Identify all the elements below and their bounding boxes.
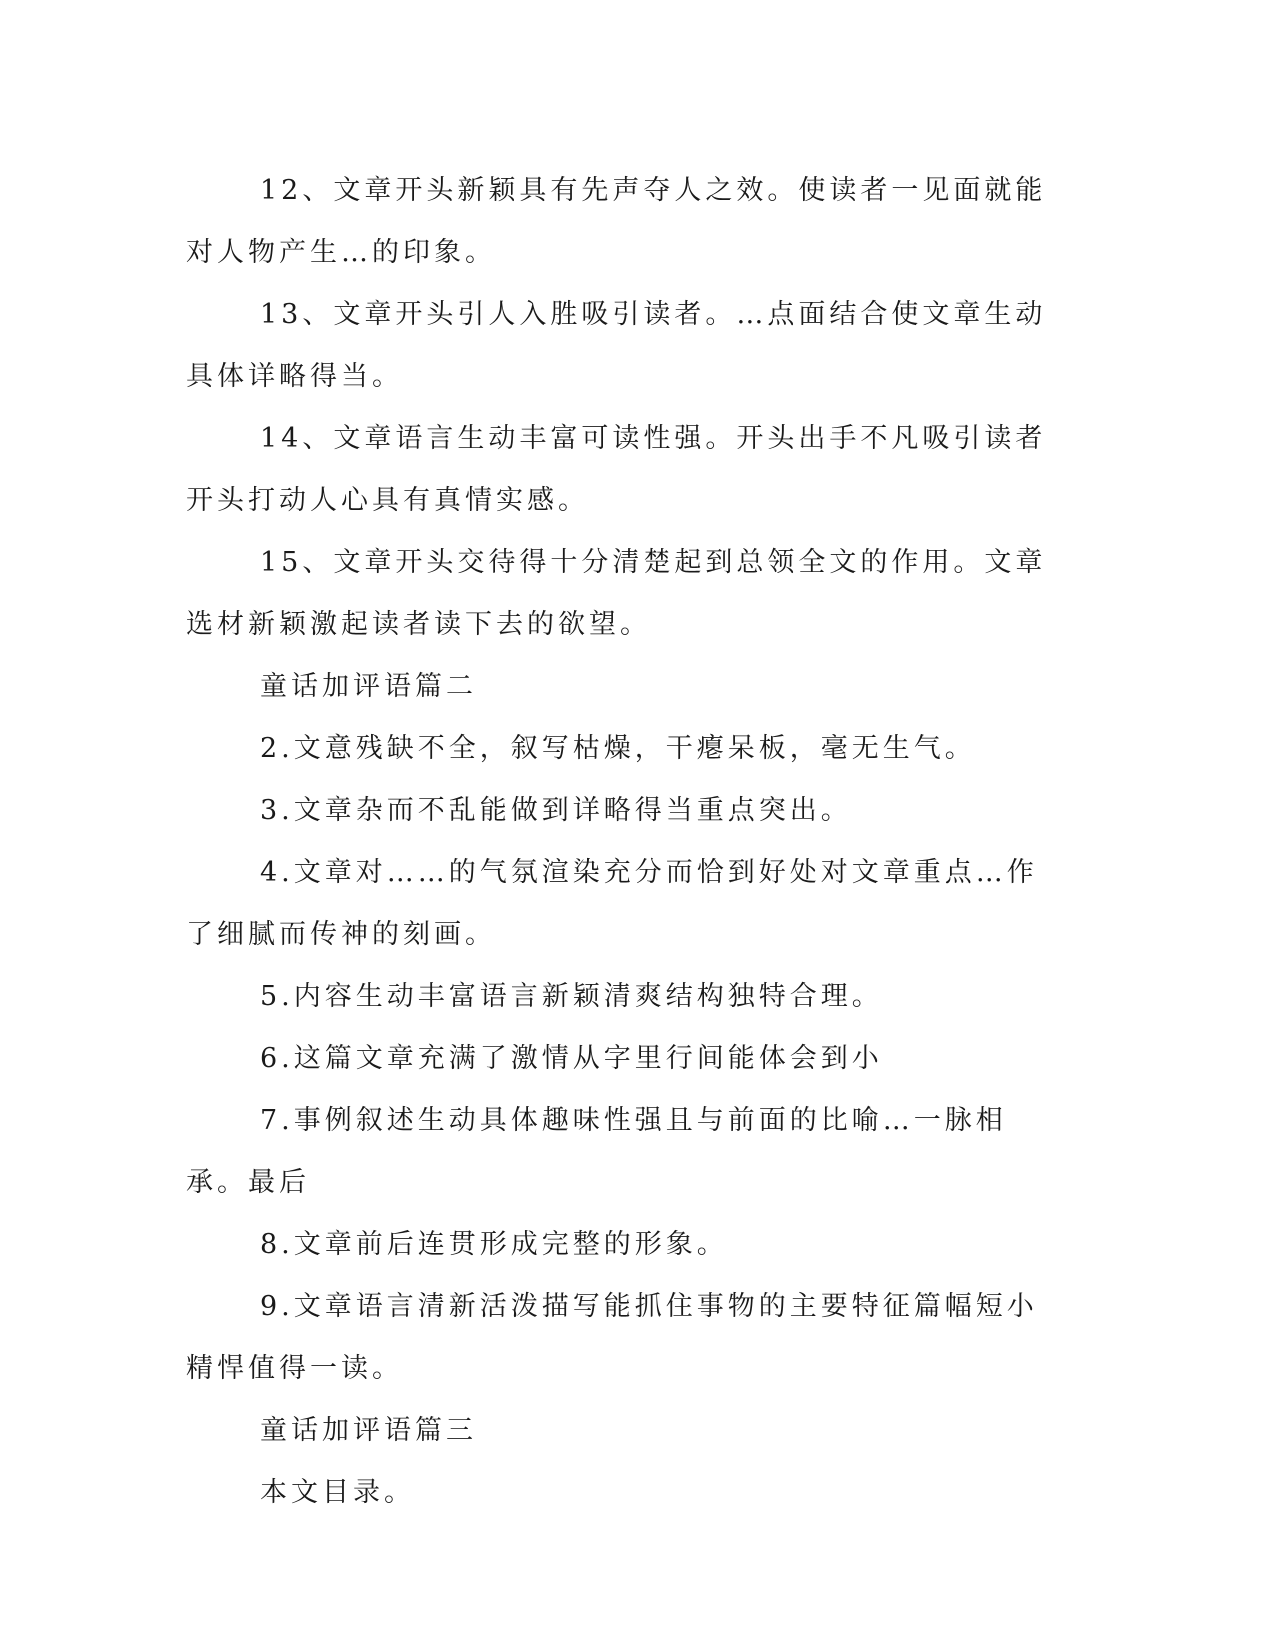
comment-paragraph-15: 15、文章开头交待得十分清楚起到总领全文的作用。文章选材新颖激起读者读下去的欲望。 <box>186 547 1047 640</box>
comment-paragraph-14: 14、文章语言生动丰富可读性强。开头出手不凡吸引读者开头打动人心具有真情实感。 <box>186 423 1047 516</box>
comment-paragraph-2: 2.文意残缺不全，叙写枯燥，干瘪呆板，毫无生气。 <box>260 733 976 764</box>
section-heading-part-two: 童话加评语篇二 <box>260 671 477 702</box>
comment-paragraph-5: 5.内容生动丰富语言新颖清爽结构独特合理。 <box>260 981 883 1012</box>
comment-paragraph-8: 8.文章前后连贯形成完整的形象。 <box>260 1229 728 1260</box>
comment-paragraph-4: 4.文章对……的气氛渲染充分而恰到好处对文章重点…作了细腻而传神的刻画。 <box>186 857 1038 950</box>
comment-paragraph-6: 6.这篇文章充满了激情从字里行间能体会到小 <box>260 1043 883 1074</box>
comment-paragraph-3: 3.文章杂而不乱能做到详略得当重点突出。 <box>260 795 852 826</box>
document-body <box>186 160 1066 1524</box>
comment-paragraph-12: 12、文章开头新颖具有先声夺人之效。使读者一见面就能对人物产生…的印象。 <box>186 175 1047 268</box>
table-of-contents-label: 本文目录。 <box>260 1477 415 1508</box>
comment-paragraph-9: 9.文章语言清新活泼描写能抓住事物的主要特征篇幅短小精悍值得一读。 <box>186 1291 1038 1384</box>
comment-paragraph-13: 13、文章开头引人入胜吸引读者。…点面结合使文章生动具体详略得当。 <box>186 299 1047 392</box>
comment-paragraph-7: 7.事例叙述生动具体趣味性强且与前面的比喻…一脉相承。最后 <box>186 1105 1007 1198</box>
section-heading-part-three: 童话加评语篇三 <box>260 1415 477 1446</box>
